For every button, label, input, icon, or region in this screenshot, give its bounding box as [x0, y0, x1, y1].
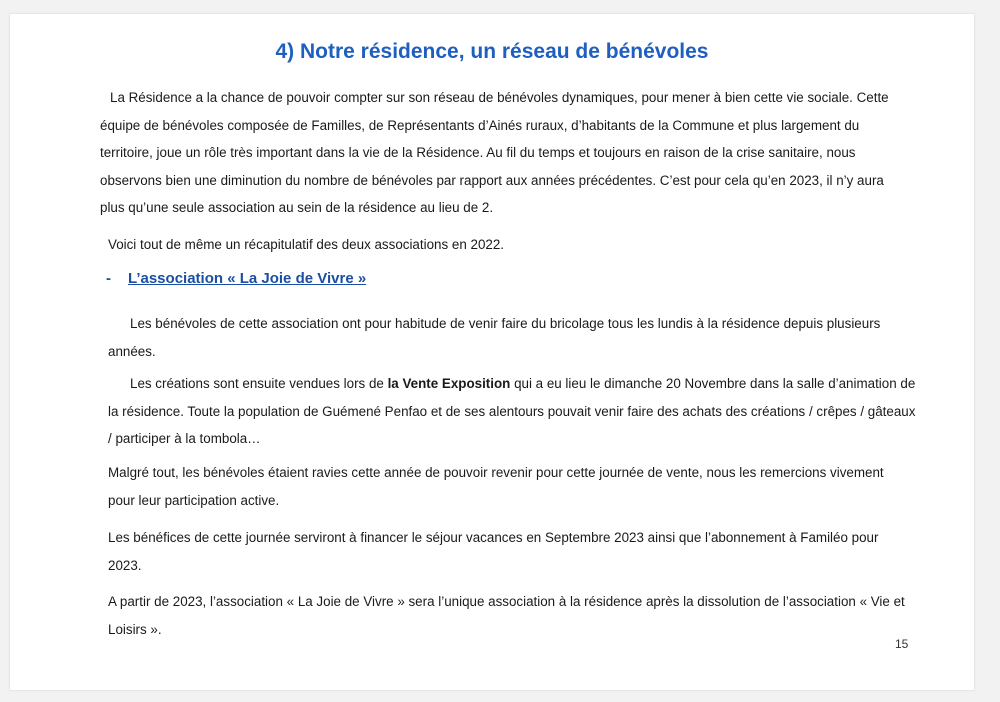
section-heading-label: L’association « La Joie de Vivre »: [128, 270, 367, 287]
thanks-paragraph: Malgré tout, les bénévoles étaient ravies cette année de pouvoir revenir pour cette journée de vente, nous les remercions vivement pour leur participation active.: [108, 465, 884, 508]
sale-event-name: la Vente Exposition: [387, 376, 511, 391]
document-page: [10, 14, 974, 690]
section-heading: [106, 270, 366, 287]
future-paragraph: A partir de 2023, l’association « La Joie de Vivre » sera l’unique association à la résidence après la dissolution de l’association « Vie et Loisirs ».: [108, 594, 905, 637]
profits-paragraph: Les bénéfices de cette journée serviront à financer le séjour vacances en Septembre 2023 ainsi que l’abonnement à Familéo pour 2023.: [108, 530, 879, 573]
page-title: 4) Notre résidence, un réseau de bénévoles: [275, 40, 709, 63]
summary-paragraph: Voici tout de même un récapitulatif des deux associations en 2022.: [108, 237, 505, 252]
list-dash: -: [106, 270, 111, 287]
habit-paragraph: Les bénévoles de cette association ont pour habitude de venir faire du bricolage tous les lundis à la résidence depuis plusieurs années.: [108, 316, 881, 359]
intro-paragraph: La Résidence a la chance de pouvoir compter sur son réseau de bénévoles dynamiques, pour mener à bien cette vie sociale. Cette équipe de bénévoles composée de Familles, de Représentants d’Ainés ruraux, d’habitants de la Commune et plus largement du territoire, joue un rôle très important dans la vie de la Résidence. Au fil du temps et toujours en raison de la crise sanitaire, nous observons bien une diminution du nombre de bénévoles par rapport aux années précédentes. C’est pour cela qu’en 2023, il n’y aura plus qu’une seule association au sein de la résidence au lieu de 2.: [100, 90, 889, 215]
sale-paragraph: Les créations sont ensuite vendues lors de la Vente Exposition qui a eu lieu le dimanche 20 Novembre dans la salle d’animation de la résidence. Toute la population de Guémené Penfao et de ses alentours pouvait venir faire des achats des créations / crêpes / gâteaux / participer à la tombola…: [108, 376, 916, 446]
page-number: 15: [895, 637, 909, 651]
